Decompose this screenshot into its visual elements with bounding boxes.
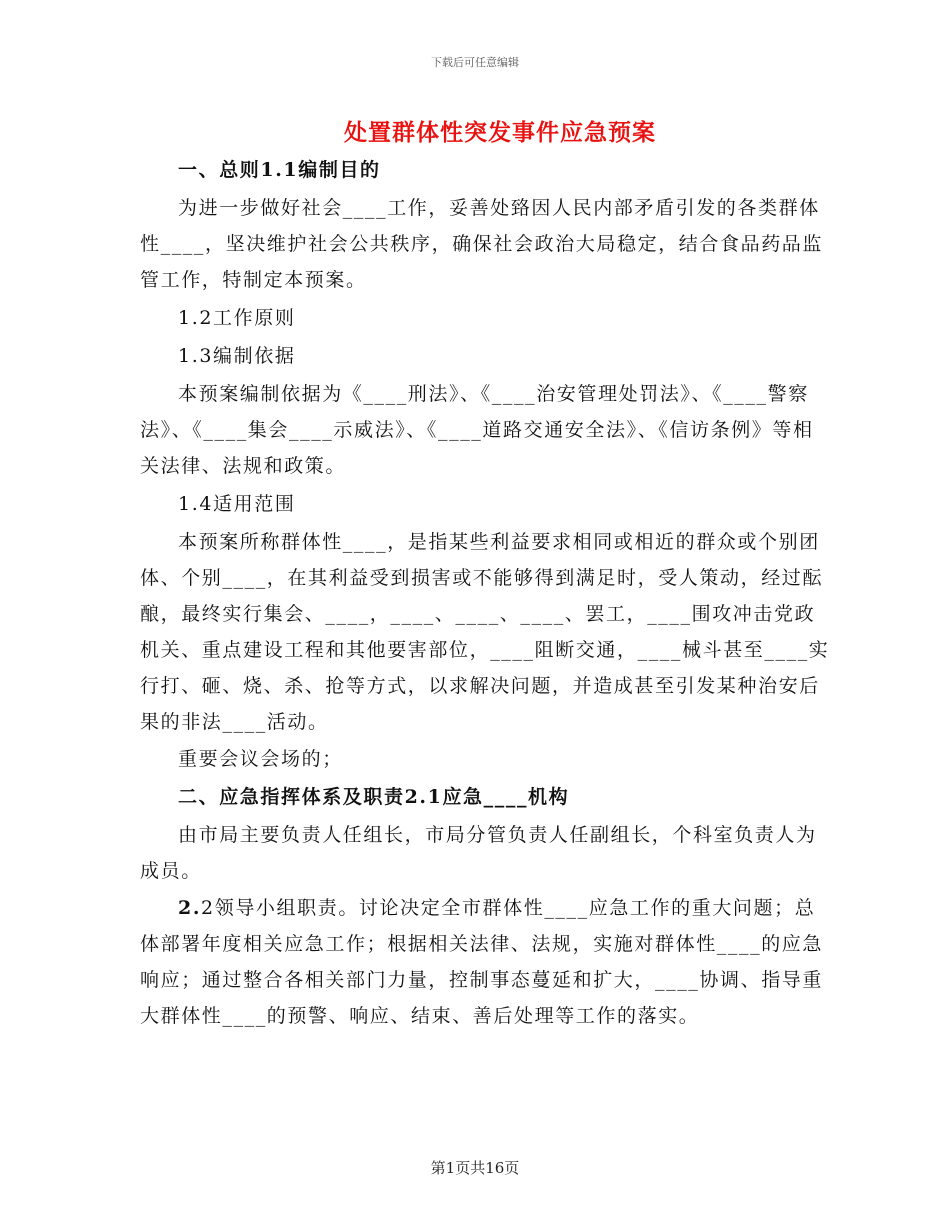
paragraph-venue: 重要会议会场的； [178,748,343,770]
section-heading-command: 二、应急指挥体系及职责2.1应急____机构 [178,786,570,808]
paragraph-leadership-duties [140,890,830,1034]
paragraph-purpose: 为进一步做好社会____工作，妥善处臵因人民内部矛盾引发的各类群体性____，坚决维护社会公共秩序，确保社会政治大局稳定，结合食品药品监管工作，特制定本预案。 [140,197,824,291]
paragraph-organization: 由市局主要负责人任组长，市局分管负责人任副组长，个科室负责人为成员。 [140,824,817,882]
subheading-basis: 1.3编制依据 [178,345,296,367]
subheading-scope: 1.4适用范围 [178,493,296,515]
paragraph-scope: 本预案所称群体性____，是指某些利益要求相同或相近的群众或个别团体、个别____，在其利益受到损害或不能够得到满足时，受人策动，经过酝酿，最终实行集会、____，____、____、____、罢工，____围攻冲击党政机关、重点建设工程和其他要害部位，____阻断交通，____械斗甚至____实行打、砸、烧、杀、抢等方式，以求解决问题，并造成甚至引发某种治安后果的非法____活动。 [140,531,830,733]
paragraph-basis: 本预案编制依据为《____刑法》、《____治安管理处罚法》、《____警察法》、《____集会____示威法》、《____道路交通安全法》、《信访条例》等相关法律、法规和政策。 [140,383,814,477]
subheading-work-principles: 1.2工作原则 [178,307,296,329]
header-note: 下载后可任意编辑 [431,56,519,69]
paragraph-lead-number: 2. [178,897,202,919]
section-heading-general: 一、总则1.1编制目的 [178,159,381,181]
document-body [140,150,830,1035]
document-title: 处置群体性突发事件应急预案 [344,119,656,146]
page-footer: 第1页共16页 [430,1159,520,1177]
paragraph-leadership-text: 2领导小组职责。讨论决定全市群体性____应急工作的重大问题；总体部署年度相关应急工作；根据相关法律、法规，实施对群体性____的应急响应；通过整合各相关部门力量，控制事态蔓延和扩大，____协调、指导重大群体性____的预警、响应、结束、善后处理等工作的落实。 [140,897,824,1027]
